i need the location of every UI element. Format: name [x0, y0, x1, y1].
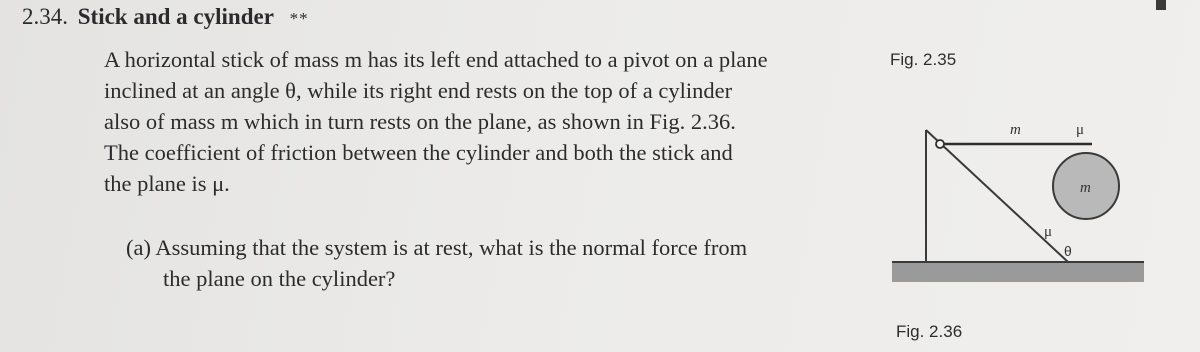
fig-2-36-label: Fig. 2.36 — [896, 322, 963, 341]
statement-line-3: also of mass m which in turn rests on the plane, as shown in Fig. 2.36. — [104, 109, 736, 134]
difficulty-stars: ** — [289, 9, 309, 28]
statement-line-5: the plane is μ. — [104, 171, 230, 196]
page-edge-mark — [1156, 0, 1166, 10]
part-a-question — [126, 232, 866, 294]
statement-line-4: The coefficient of friction between the cylinder and both the stick and — [104, 140, 733, 165]
problem-heading — [22, 4, 309, 30]
pivot — [936, 140, 944, 148]
inclined-plane — [926, 130, 1068, 262]
stick-friction-label: μ — [1076, 122, 1085, 138]
part-a-line-1: (a) Assuming that the system is at rest, what is the normal force from — [126, 235, 748, 260]
fig-2-35-label: Fig. 2.35 — [890, 50, 957, 69]
plane-friction-label: μ — [1044, 224, 1053, 240]
stick-mass-label: m — [1010, 122, 1021, 138]
problem-statement — [104, 44, 866, 199]
ground-block — [892, 262, 1144, 282]
cylinder-mass-label: m — [1080, 180, 1091, 196]
problem-title: Stick and a cylinder — [77, 4, 274, 29]
problem-number: 2.34. — [22, 4, 68, 29]
angle-label: θ — [1064, 243, 1072, 259]
part-a-line-2: the plane on the cylinder? — [163, 266, 396, 291]
stick-cylinder-diagram — [880, 100, 1180, 300]
statement-line-2: inclined at an angle θ, while its right end rests on the top of a cylinder — [104, 78, 733, 103]
statement-line-1: A horizontal stick of mass m has its left end attached to a pivot on a plane — [104, 47, 768, 72]
